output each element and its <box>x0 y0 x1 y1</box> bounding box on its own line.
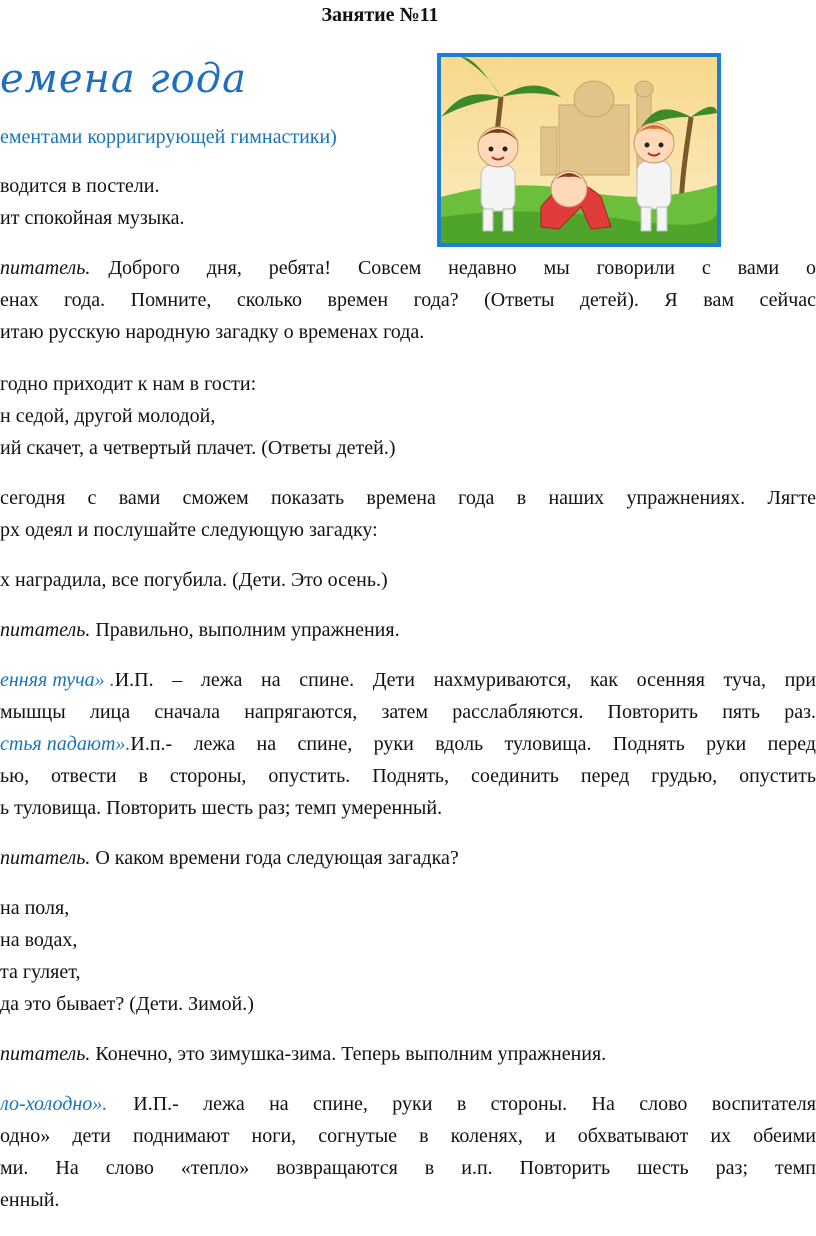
paragraph-text: Правильно, выполним упражнения. <box>95 619 400 641</box>
exercise-2-line-1 <box>0 730 816 758</box>
riddle-1-line-3: ий скачет, а четвертый плачет. (Ответы детей.) <box>0 437 396 459</box>
exercise-2-line-3: ь туловища. Повторить шесть раз; темп умеренный. <box>0 797 443 819</box>
riddle-3-line-1: на поля, <box>0 897 70 919</box>
exercise-text: И.П.- лежа на спине, руки в стороны. На слово воспитателя <box>133 1093 816 1115</box>
exercise-name: стья падают». <box>0 733 131 755</box>
paragraph-text: Конечно, это зимушка-зима. Теперь выполним упражнения. <box>95 1043 607 1065</box>
page-title: Занятие №11 <box>321 4 439 26</box>
paragraph-5 <box>0 1040 606 1068</box>
exercise-3-line-4: енный. <box>0 1189 60 1211</box>
exercise-name: енняя туча» . <box>0 669 115 691</box>
paragraph-3 <box>0 616 400 644</box>
exercise-3-line-1 <box>0 1090 816 1118</box>
speaker-label: питатель. <box>0 847 91 869</box>
exercise-text: И.П. – лежа на спине. Дети нахмуриваются, как осенняя туча, при <box>114 669 816 691</box>
paragraph-1-line-1 <box>0 254 816 282</box>
lesson-subtitle: ементами корригирующей гимнастики) <box>0 126 337 148</box>
exercise-2-line-2: ью, отвести в стороны, опустить. Поднять, соединить перед грудью, опустить <box>0 765 816 787</box>
riddle-1-line-1: годно приходит к нам в гости: <box>0 373 257 395</box>
exercise-3-line-2: одно» дети поднимают ноги, согнутые в коленях, и обхватывают их обеими <box>0 1125 816 1147</box>
paragraph-text: О каком времени года следующая загадка? <box>95 847 459 869</box>
riddle-3-line-3: та гуляет, <box>0 961 81 983</box>
intro-line-1: водится в постели. <box>0 175 160 197</box>
children-exercising-illustration <box>437 53 721 247</box>
paragraph-1-line-2: енах года. Помните, сколько времен года? (Ответы детей). Я вам сейчас <box>0 289 816 311</box>
intro-line-2: ит спокойная музыка. <box>0 207 185 229</box>
exercise-1-line-1 <box>0 666 816 694</box>
riddle-2: х наградила, все погубила. (Дети. Это осень.) <box>0 569 388 591</box>
illustration-drawing <box>441 57 717 243</box>
speaker-label: питатель. <box>0 619 91 641</box>
paragraph-2-line-2: рх одеял и послушайте следующую загадку: <box>0 519 378 541</box>
paragraph-4 <box>0 844 459 872</box>
exercise-1-line-2: мышцы лица сначала напрягаются, затем расслабляются. Повторить пять раз. <box>0 701 816 723</box>
riddle-3-line-2: на водах, <box>0 929 78 951</box>
paragraph-2-line-1: сегодня с вами сможем показать времена года в наших упражнениях. Лягте <box>0 487 816 509</box>
speaker-label: питатель. <box>0 1043 91 1065</box>
riddle-1-line-2: н седой, другой молодой, <box>0 405 216 427</box>
riddle-3-line-4: да это бывает? (Дети. Зимой.) <box>0 993 254 1015</box>
speaker-label: питатель. <box>0 257 91 279</box>
paragraph-text: Доброго дня, ребята! Совсем недавно мы говорили с вами о <box>108 257 816 279</box>
exercise-name: ло-холодно». <box>0 1093 108 1115</box>
lesson-title: емена года <box>0 56 247 102</box>
exercise-text: И.п.- лежа на спине, руки вдоль туловища. Поднять руки перед <box>130 733 816 755</box>
exercise-3-line-3: ми. На слово «тепло» возвращаются в и.п. Повторить шесть раз; темп <box>0 1157 816 1179</box>
paragraph-1-line-3: итаю русскую народную загадку о временах года. <box>0 321 425 343</box>
